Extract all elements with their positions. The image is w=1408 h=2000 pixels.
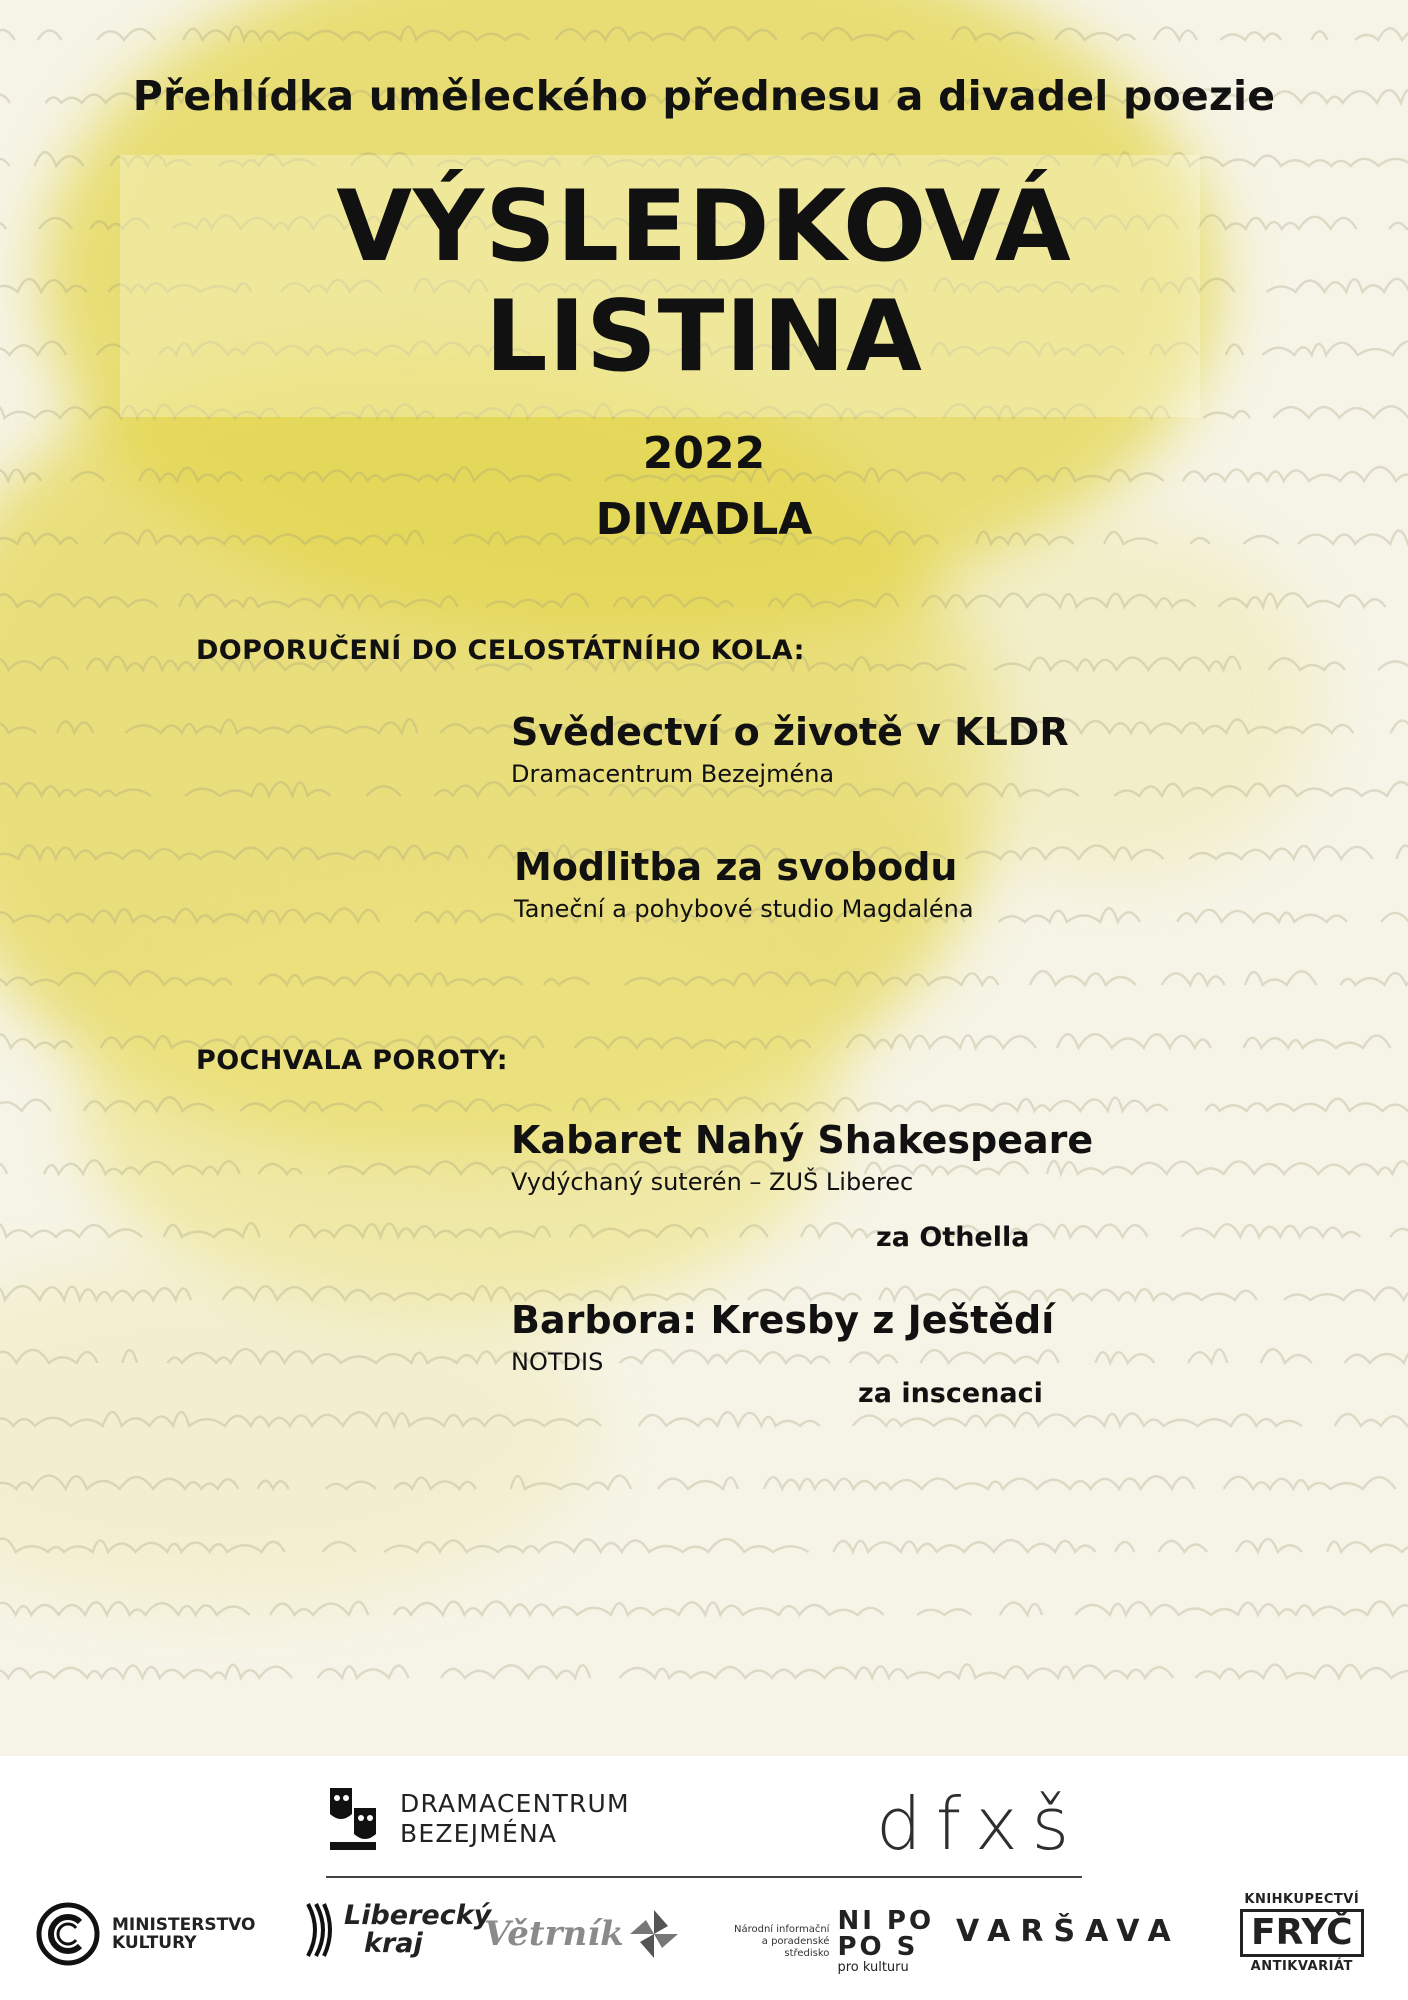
nipos-desc-line2: a poradenské bbox=[761, 1935, 830, 1947]
vetrnik-name: Větrník bbox=[484, 1914, 624, 1954]
organizer-logo bbox=[326, 1784, 630, 1854]
organizer-name-line1: DRAMACENTRUM bbox=[400, 1789, 630, 1818]
category: DIVADLA bbox=[595, 494, 813, 545]
jury-praise-label: POCHVALA POROTY: bbox=[196, 1045, 508, 1076]
entry-title: Svědectví o životě v KLDR bbox=[511, 710, 1069, 754]
list-item bbox=[514, 845, 974, 925]
nipos-logo bbox=[734, 1908, 934, 1975]
fryc-name: FRYČ bbox=[1240, 1909, 1364, 1957]
entry-ensemble: Taneční a pohybové studio Magdaléna bbox=[514, 895, 974, 923]
entry-ensemble: Dramacentrum Bezejména bbox=[511, 760, 835, 788]
fryc-logo bbox=[1240, 1892, 1364, 1974]
region-name-line1: Liberecký bbox=[344, 1900, 492, 1931]
year: 2022 bbox=[642, 428, 766, 479]
nipos-mark-line1: NI PO bbox=[837, 1906, 935, 1936]
festival-logo: dfxš bbox=[876, 1782, 1084, 1866]
entry-ensemble: NOTDIS bbox=[511, 1348, 604, 1376]
award-note: za Othella bbox=[876, 1222, 1030, 1253]
recommended-label: DOPORUČENÍ DO CELOSTÁTNÍHO KOLA: bbox=[196, 635, 805, 666]
event-subtitle: Přehlídka uměleckého přednesu a divadel poezie bbox=[132, 72, 1276, 120]
ministry-name-line1: MINISTERSTVO bbox=[112, 1915, 256, 1935]
page-title: VÝSLEDKOVÁ LISTINA bbox=[336, 170, 1072, 394]
award-note: za inscenaci bbox=[858, 1378, 1043, 1409]
region-logo bbox=[302, 1900, 491, 1960]
list-item bbox=[511, 1298, 1054, 1378]
footer-divider bbox=[326, 1876, 1082, 1878]
fryc-bottom-text: ANTIKVARIÁT bbox=[1250, 1959, 1353, 1974]
ministry-name-line2: KULTURY bbox=[112, 1933, 197, 1953]
nipos-mark-line2: PO S bbox=[837, 1932, 919, 1962]
nipos-desc-line3: středisko bbox=[784, 1947, 830, 1959]
vetrnik-logo bbox=[484, 1908, 680, 1960]
region-swoosh-icon bbox=[302, 1900, 338, 1960]
list-item bbox=[511, 710, 1069, 790]
organizer-name-line2: BEZEJMÉNA bbox=[400, 1819, 558, 1848]
entry-title: Kabaret Nahý Shakespeare bbox=[511, 1118, 1094, 1162]
entry-title: Modlitba za svobodu bbox=[514, 845, 958, 889]
region-name-line2: kraj bbox=[364, 1928, 423, 1959]
theatre-masks-icon bbox=[326, 1784, 380, 1854]
ministry-logo bbox=[36, 1902, 256, 1966]
ministry-emblem-icon bbox=[36, 1902, 100, 1966]
varsava-logo: VARŠAVA bbox=[956, 1914, 1181, 1949]
entry-title: Barbora: Kresby z Ještědí bbox=[511, 1298, 1055, 1342]
nipos-desc-line1: Národní informační bbox=[734, 1923, 830, 1935]
list-item bbox=[511, 1118, 1093, 1198]
nipos-subtitle: pro kulturu bbox=[837, 1960, 909, 1975]
pinwheel-icon bbox=[628, 1908, 680, 1960]
fryc-top-text: KNIHKUPECTVÍ bbox=[1244, 1892, 1360, 1907]
entry-ensemble: Vydýchaný suterén – ZUŠ Liberec bbox=[511, 1168, 914, 1196]
